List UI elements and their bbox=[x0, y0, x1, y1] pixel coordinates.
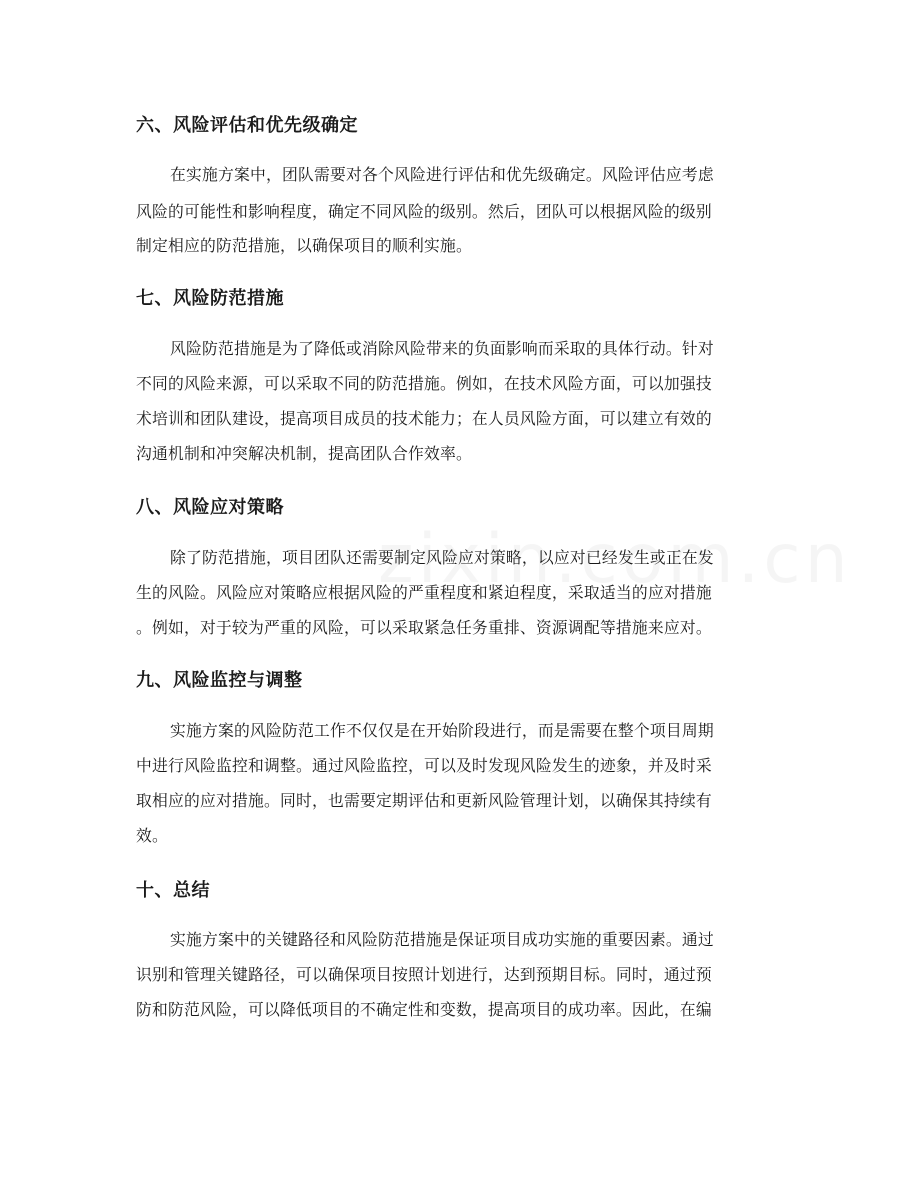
section-6-line-2: 风险的可能性和影响程度，确定不同风险的级别。然后，团队可以根据风险的级别 bbox=[136, 202, 712, 221]
section-7-line-4: 沟通机制和冲突解决机制，提高团队合作效率。 bbox=[136, 444, 472, 463]
section-9-line-1: 实施方案的风险防范工作不仅仅是在开始阶段进行，而是需要在整个项目周期 bbox=[170, 721, 714, 740]
section-9-line-2: 中进行风险监控和调整。通过风险监控，可以及时发现风险发生的迹象，并及时采 bbox=[136, 756, 712, 775]
section-heading-6: 六、风险评估和优先级确定 bbox=[136, 115, 358, 136]
section-heading-10: 十、总结 bbox=[136, 880, 210, 901]
section-6-line-3: 制定相应的防范措施，以确保项目的顺利实施。 bbox=[136, 236, 472, 255]
section-9-line-4: 效。 bbox=[136, 826, 168, 845]
section-6-line-1: 在实施方案中，团队需要对各个风险进行评估和优先级确定。风险评估应考虑 bbox=[170, 165, 714, 184]
section-heading-8: 八、风险应对策略 bbox=[136, 497, 284, 518]
section-8-line-1: 除了防范措施，项目团队还需要制定风险应对策略，以应对已经发生或正在发 bbox=[170, 548, 714, 567]
section-heading-9: 九、风险监控与调整 bbox=[136, 670, 303, 691]
section-heading-7: 七、风险防范措施 bbox=[136, 288, 284, 309]
section-10-line-3: 防和防范风险，可以降低项目的不确定性和变数，提高项目的成功率。因此，在编 bbox=[136, 1000, 712, 1019]
section-7-line-2: 不同的风险来源，可以采取不同的防范措施。例如，在技术风险方面，可以加强技 bbox=[136, 374, 712, 393]
section-7-line-3: 术培训和团队建设，提高项目成员的技术能力；在人员风险方面，可以建立有效的 bbox=[136, 409, 712, 428]
section-10-line-2: 识别和管理关键路径，可以确保项目按照计划进行，达到预期目标。同时，通过预 bbox=[136, 965, 712, 984]
section-10-line-1: 实施方案中的关键路径和风险防范措施是保证项目成功实施的重要因素。通过 bbox=[170, 930, 714, 949]
section-7-line-1: 风险防范措施是为了降低或消除风险带来的负面影响而采取的具体行动。针对 bbox=[170, 339, 714, 358]
section-8-line-2: 生的风险。风险应对策略应根据风险的严重程度和紧迫程度，采取适当的应对措施 bbox=[136, 583, 712, 602]
section-9-line-3: 取相应的应对措施。同时，也需要定期评估和更新风险管理计划，以确保其持续有 bbox=[136, 791, 712, 810]
section-8-line-3: 。例如，对于较为严重的风险，可以采取紧急任务重排、资源调配等措施来应对。 bbox=[136, 618, 712, 637]
